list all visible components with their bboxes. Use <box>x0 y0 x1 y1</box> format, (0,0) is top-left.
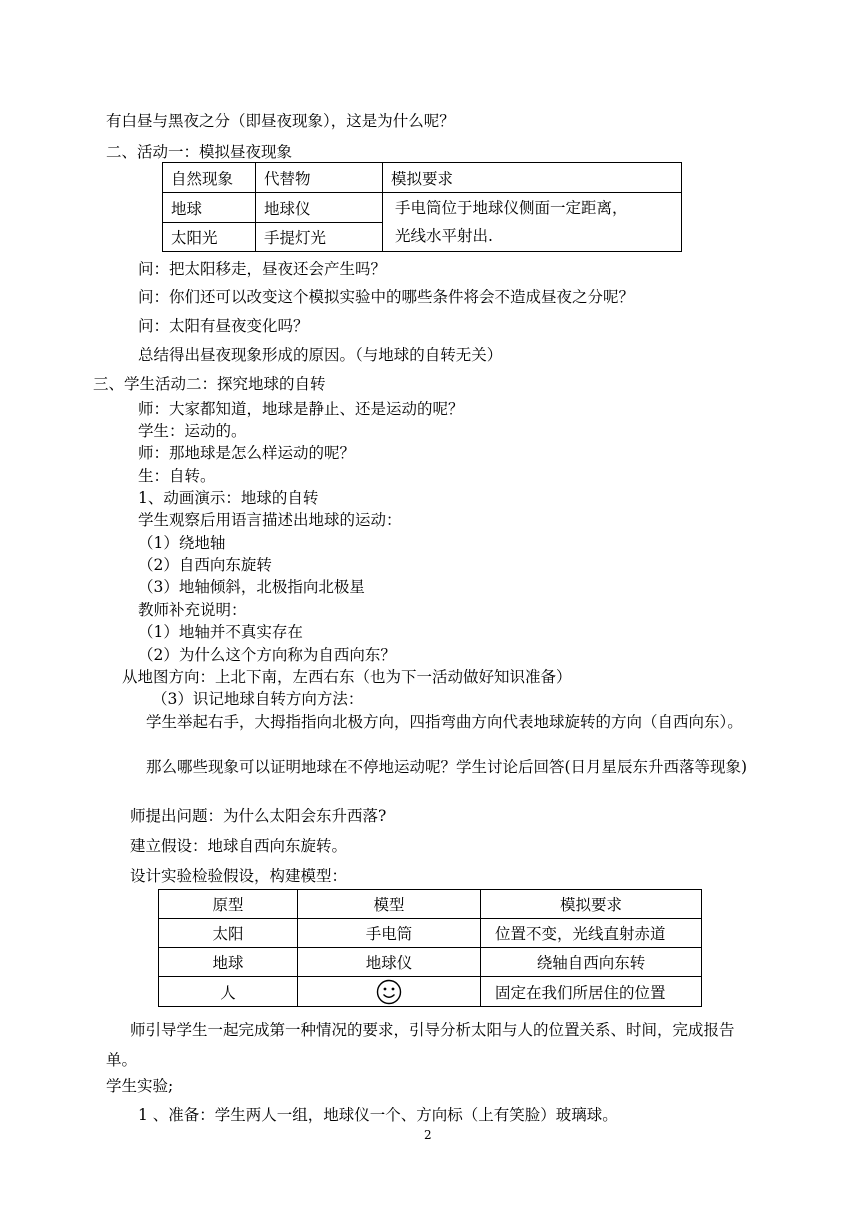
table2-cell: 地球仪 <box>298 948 481 977</box>
simulation-table-1 <box>162 162 682 252</box>
section2-heading: 二、活动一：模拟昼夜现象 <box>106 143 293 161</box>
table1-header-phenomenon: 自然现象 <box>163 163 256 193</box>
dialog-line: 生：自转。 <box>138 467 216 485</box>
page-number: 2 <box>424 1128 432 1142</box>
table1-requirement-cell <box>383 193 682 252</box>
teacher-question: 师提出问题：为什么太阳会东升西落? <box>130 807 387 825</box>
requirement-line-1: 手电筒位于地球仪侧面一定距离， <box>395 199 628 217</box>
dialog-line: 学生：运动的。 <box>138 422 247 440</box>
question-3: 问：太阳有昼夜变化吗？ <box>138 317 309 335</box>
table2-model-smiley-cell <box>298 977 481 1007</box>
table2-cell: 太阳 <box>159 919 298 948</box>
smiley-face-icon <box>376 979 402 1005</box>
observation-item: （1）绕地轴 <box>138 534 226 552</box>
table2-cell: 固定在我们所居住的位置 <box>481 977 702 1007</box>
teacher-note: 教师补充说明： <box>138 601 247 619</box>
table2-header-model: 模型 <box>298 890 481 919</box>
table1-cell: 手提灯光 <box>256 223 383 252</box>
dialog-line: 师：大家都知道，地球是静止、还是运动的呢？ <box>138 400 464 418</box>
table2-cell: 手电筒 <box>298 919 481 948</box>
table1-cell: 地球 <box>163 193 256 223</box>
preparation: 1 、准备：学生两人一组，地球仪一个、方向标（上有笑脸）玻璃球。 <box>138 1106 618 1124</box>
dialog-line: 师：那地球是怎么样运动的呢？ <box>138 444 356 462</box>
map-direction: 从地图方向：上北下南，左西右东（也为下一活动做好知识准备） <box>122 668 572 686</box>
paragraph-evidence: 那么哪些现象可以证明地球在不停地运动呢？学生讨论后回答(日月星辰东升西落等现象) <box>146 758 748 776</box>
student-experiment: 学生实验; <box>106 1077 174 1095</box>
observation-intro: 学生观察后用语言描述出地球的运动： <box>138 511 402 529</box>
note-item: （1）地轴并不真实存在 <box>138 623 303 641</box>
note-item: （2）为什么这个方向称为自西向东？ <box>138 646 396 664</box>
observation-item: （2）自西向东旋转 <box>138 556 272 574</box>
requirement-line-2: 光线水平射出. <box>395 227 493 245</box>
note-item: （3）识记地球自转方向方法： <box>152 690 364 708</box>
simulation-table-2 <box>158 889 702 1007</box>
table1-header-substitute: 代替物 <box>256 163 383 193</box>
table2-cell: 地球 <box>159 948 298 977</box>
animation-demo: 1、动画演示：地球的自转 <box>138 489 319 507</box>
table2-cell: 人 <box>159 977 298 1007</box>
section3-heading: 三、学生活动二：探究地球的自转 <box>93 375 326 393</box>
table2-cell: 位置不变，光线直射赤道 <box>481 919 702 948</box>
table1-header-requirement: 模拟要求 <box>383 163 682 193</box>
table1-cell: 太阳光 <box>163 223 256 252</box>
hypothesis: 建立假设：地球自西向东旋转。 <box>130 837 348 855</box>
intro-line: 有白昼与黑夜之分（即昼夜现象），这是为什么呢？ <box>106 112 455 130</box>
table2-header-prototype: 原型 <box>159 890 298 919</box>
table2-cell: 绕轴自西向东转 <box>481 948 702 977</box>
paragraph-right-hand: 学生举起右手，大拇指指向北极方向，四指弯曲方向代表地球旋转的方向（自西向东）。 <box>146 713 743 731</box>
question-2: 问：你们还可以改变这个模拟实验中的哪些条件将会不造成昼夜之分呢？ <box>138 288 635 306</box>
design-line: 设计实验检验假设，构建模型： <box>130 867 348 885</box>
paragraph-guidance: 师引导学生一起完成第一种情况的要求，引导分析太阳与人的位置关系、时间，完成报告单。 <box>106 1021 735 1069</box>
table2-header-requirement: 模拟要求 <box>481 890 702 919</box>
observation-item: （3）地轴倾斜，北极指向北极星 <box>138 578 365 596</box>
question-1: 问：把太阳移走，昼夜还会产生吗？ <box>138 260 387 278</box>
table1-cell: 地球仪 <box>256 193 383 223</box>
summary: 总结得出昼夜现象形成的原因。（与地球的自转无关） <box>138 346 503 364</box>
